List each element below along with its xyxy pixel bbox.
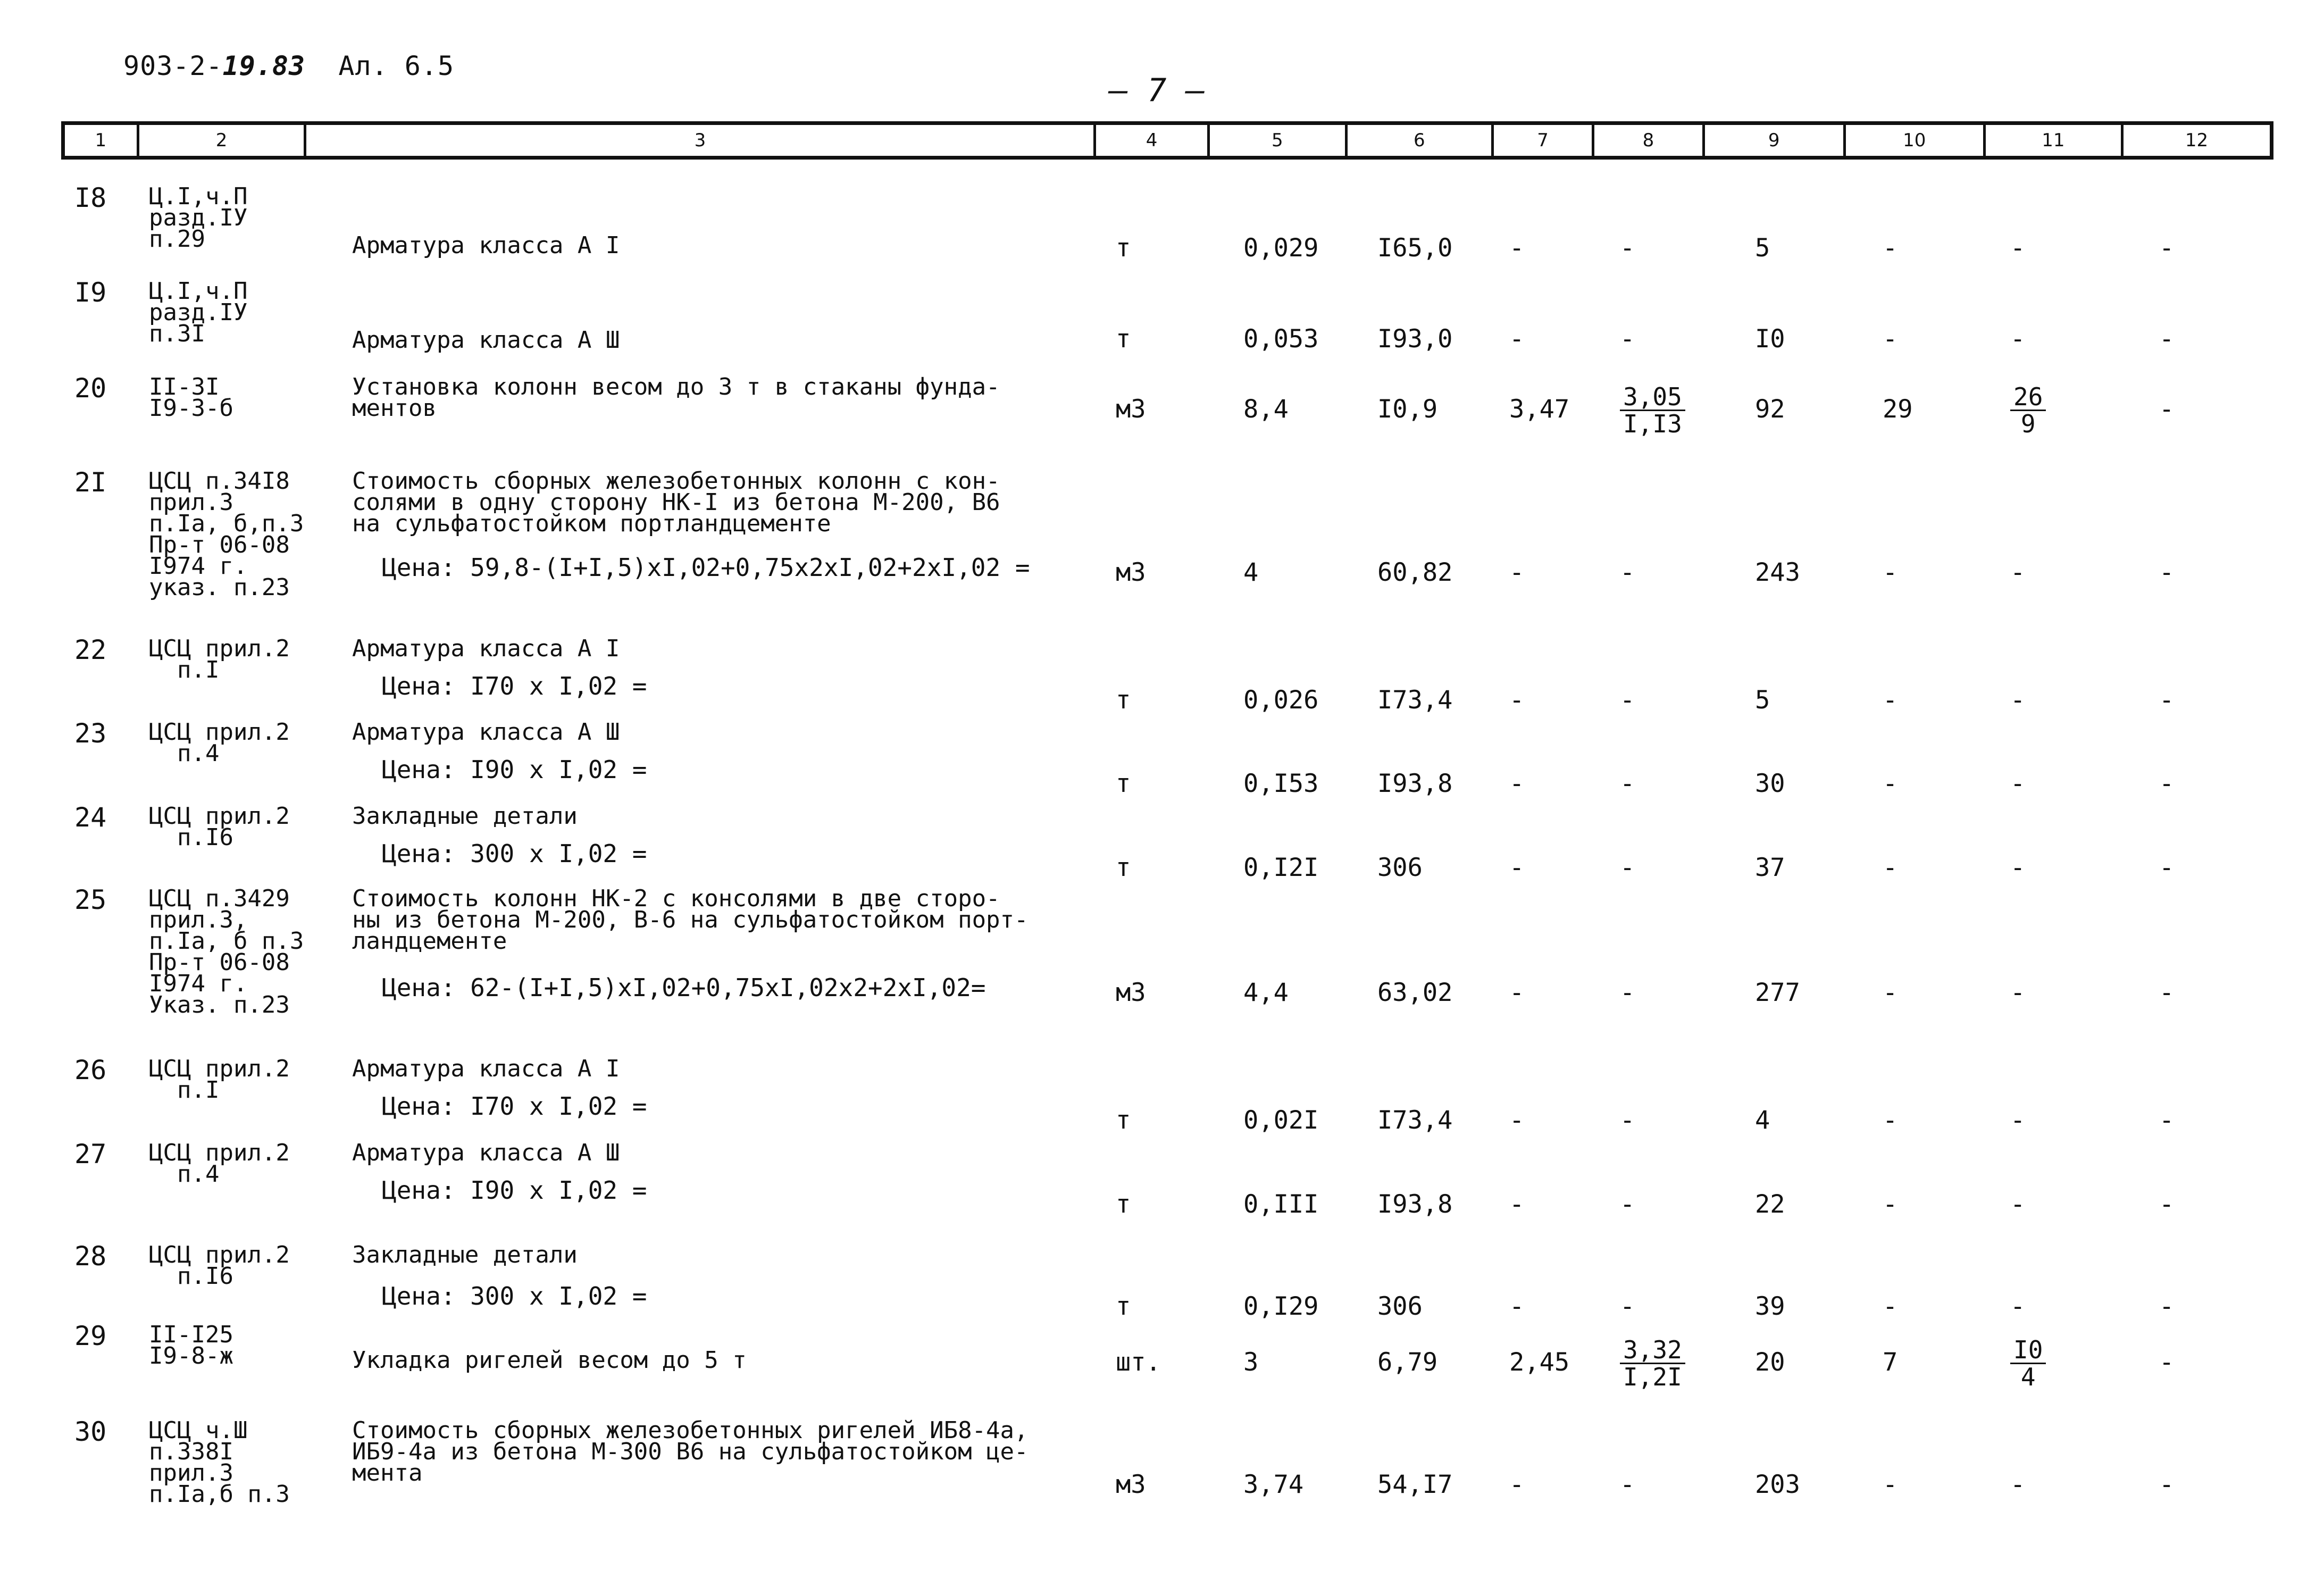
row-number: I8 <box>74 182 107 213</box>
col12-value: - <box>2159 1190 2175 1219</box>
norm-reference: ЦСЦ прил.2 п.I6 <box>149 803 290 851</box>
unit: т <box>1116 1292 1131 1321</box>
unit: м3 <box>1116 978 1146 1007</box>
column-header: 8 <box>1594 125 1704 156</box>
col8-fraction: - <box>1620 769 1635 798</box>
work-description: Арматура класса А Ш <box>352 1139 620 1166</box>
col8-fraction-numerator: 3,32 <box>1620 1337 1685 1364</box>
norm-reference: ЦСЦ п.3429 прил.3, п.Iа, б п.3 Пр-т 06-08 I974 г. Указ. п.23 <box>149 885 304 1018</box>
total-cost: 5 <box>1755 686 1770 715</box>
norm-reference: ЦСЦ прил.2 п.I <box>149 635 290 683</box>
col10-value: - <box>1883 769 1898 798</box>
col8-fraction-denominator: I,I3 <box>1623 410 1682 438</box>
work-description: Закладные детали <box>352 803 578 830</box>
row-number: 27 <box>74 1139 107 1170</box>
col12-value: - <box>2159 978 2175 1007</box>
col11-fraction: - <box>2010 978 2026 1007</box>
norm-reference: ЦСЦ прил.2 п.4 <box>149 719 290 767</box>
column-header: 10 <box>1846 125 1986 156</box>
row-number: 2I <box>74 467 107 498</box>
col10-value: - <box>1883 1190 1898 1219</box>
unit: т <box>1116 1106 1131 1135</box>
column-header: 3 <box>306 125 1096 156</box>
unit-cost: 306 <box>1377 1292 1423 1321</box>
total-cost: 4 <box>1755 1106 1770 1135</box>
quantity: 3,74 <box>1243 1470 1304 1499</box>
unit-cost: I65,0 <box>1377 233 1453 263</box>
col7-value: - <box>1509 324 1525 354</box>
norm-reference: ЦСЦ ч.Ш п.338I прил.3 п.Iа,б п.3 <box>149 1417 290 1508</box>
unit: т <box>1116 324 1131 354</box>
unit: т <box>1116 686 1131 715</box>
total-cost: 5 <box>1755 233 1770 263</box>
col8-fraction: - <box>1620 324 1635 354</box>
col12-value: - <box>2159 233 2175 263</box>
row-number: 22 <box>74 634 107 665</box>
col12-value: - <box>2159 395 2175 424</box>
col11-fraction: - <box>2010 233 2026 263</box>
price-formula: Цена: 300 х I,02 = <box>382 1282 647 1310</box>
col10-value: - <box>1883 1106 1898 1135</box>
col8-fraction <box>1620 384 1685 437</box>
col11-fraction <box>2010 384 2046 437</box>
quantity: 0,02I <box>1243 1106 1319 1135</box>
col11-fraction: - <box>2010 1292 2026 1321</box>
col11-fraction: - <box>2010 769 2026 798</box>
column-header: 5 <box>1210 125 1348 156</box>
quantity: 0,053 <box>1243 324 1319 354</box>
col11-fraction: - <box>2010 1190 2026 1219</box>
col10-value: - <box>1883 1292 1898 1321</box>
price-formula: Цена: 300 х I,02 = <box>382 839 647 868</box>
norm-reference: Ц.I,ч.П разд.IУ п.29 <box>149 183 248 253</box>
col11-fraction: - <box>2010 1106 2026 1135</box>
row-number: 20 <box>74 373 107 404</box>
column-header: 1 <box>65 125 139 156</box>
unit-cost: I93,8 <box>1377 1190 1453 1219</box>
col11-fraction: - <box>2010 686 2026 715</box>
col8-fraction: - <box>1620 233 1635 263</box>
col7-value: 3,47 <box>1509 395 1570 424</box>
col12-value: - <box>2159 1348 2175 1377</box>
col10-value: 7 <box>1883 1348 1898 1377</box>
work-description: Арматура класса А I <box>352 1055 620 1082</box>
col8-fraction: - <box>1620 558 1635 587</box>
col7-value: - <box>1509 853 1525 882</box>
col8-fraction: - <box>1620 1190 1635 1219</box>
col7-value: - <box>1509 233 1525 263</box>
price-formula: Цена: I70 х I,02 = <box>382 672 647 700</box>
column-header: 11 <box>1986 125 2124 156</box>
col8-fraction: - <box>1620 1470 1635 1499</box>
work-description: Закладные детали <box>352 1241 578 1268</box>
col11-fraction: - <box>2010 1470 2026 1499</box>
price-formula: Цена: 62-(I+I,5)хI,02+0,75хI,02х2+2хI,02= <box>382 973 986 1002</box>
unit-cost: 306 <box>1377 853 1423 882</box>
col11-fraction: - <box>2010 324 2026 354</box>
col11-fraction-denominator: 4 <box>2020 1363 2036 1391</box>
unit-cost: 63,02 <box>1377 978 1453 1007</box>
col8-fraction <box>1620 1337 1685 1390</box>
row-number: 24 <box>74 802 107 833</box>
column-header: 6 <box>1348 125 1494 156</box>
col10-value: - <box>1883 853 1898 882</box>
unit-cost: I93,0 <box>1377 324 1453 354</box>
unit: т <box>1116 769 1131 798</box>
price-formula: Цена: I70 х I,02 = <box>382 1092 647 1121</box>
col8-fraction: - <box>1620 1106 1635 1135</box>
norm-reference: Ц.I,ч.П разд.IУ п.3I <box>149 278 248 347</box>
quantity: 4,4 <box>1243 978 1289 1007</box>
col7-value: 2,45 <box>1509 1348 1570 1377</box>
col8-fraction-denominator: I,2I <box>1623 1363 1682 1391</box>
work-description: Арматура класса А I <box>352 635 620 662</box>
col7-value: - <box>1509 1470 1525 1499</box>
norm-reference: ЦСЦ прил.2 п.4 <box>149 1139 290 1188</box>
col7-value: - <box>1509 1190 1525 1219</box>
column-header: 4 <box>1096 125 1209 156</box>
col7-value: - <box>1509 1106 1525 1135</box>
unit-cost: I73,4 <box>1377 686 1453 715</box>
col11-fraction: - <box>2010 853 2026 882</box>
col11-fraction-numerator: 26 <box>2010 384 2046 411</box>
total-cost: 243 <box>1755 558 1800 587</box>
total-cost: I0 <box>1755 324 1785 354</box>
row-number: I9 <box>74 277 107 308</box>
col12-value: - <box>2159 1470 2175 1499</box>
norm-reference: ЦСЦ прил.2 п.I6 <box>149 1241 290 1290</box>
quantity: 0,I2I <box>1243 853 1319 882</box>
work-description: Арматура класса А I <box>352 232 620 259</box>
norm-reference: ЦСЦ прил.2 п.I <box>149 1055 290 1104</box>
col8-fraction-numerator: 3,05 <box>1620 384 1685 411</box>
unit-cost: I93,8 <box>1377 769 1453 798</box>
unit: м3 <box>1116 558 1146 587</box>
work-description: Укладка ригелей весом до 5 т <box>352 1347 747 1374</box>
total-cost: 20 <box>1755 1348 1785 1377</box>
col7-value: - <box>1509 978 1525 1007</box>
col10-value: - <box>1883 686 1898 715</box>
col10-value: - <box>1883 978 1898 1007</box>
work-description: Установка колонн весом до 3 т в стаканы фунда- ментов <box>352 373 1000 422</box>
col7-value: - <box>1509 558 1525 587</box>
unit: т <box>1116 233 1131 263</box>
col11-fraction-denominator: 9 <box>2020 410 2036 438</box>
unit-cost: 54,I7 <box>1377 1470 1453 1499</box>
col7-value: - <box>1509 1292 1525 1321</box>
unit-cost: 6,79 <box>1377 1348 1438 1377</box>
row-number: 25 <box>74 884 107 915</box>
col11-fraction-numerator: I0 <box>2010 1337 2046 1364</box>
col8-fraction: - <box>1620 1292 1635 1321</box>
col10-value: - <box>1883 1470 1898 1499</box>
col10-value: - <box>1883 558 1898 587</box>
unit: шт. <box>1116 1348 1161 1377</box>
quantity: 0,026 <box>1243 686 1319 715</box>
row-number: 30 <box>74 1416 107 1447</box>
unit: т <box>1116 853 1131 882</box>
total-cost: 92 <box>1755 395 1785 424</box>
col10-value: - <box>1883 233 1898 263</box>
norm-reference: II-I25 I9-8-ж <box>149 1321 233 1369</box>
row-number: 29 <box>74 1321 107 1351</box>
total-cost: 30 <box>1755 769 1785 798</box>
work-description: Стоимость сборных железобетонных ригелей ИБ8-4а, ИБ9-4а из бетона М-300 В6 на сульфатостойком це- мента <box>352 1417 1029 1487</box>
price-formula: Цена: I90 х I,02 = <box>382 755 647 784</box>
column-header: 7 <box>1494 125 1594 156</box>
quantity: 0,III <box>1243 1190 1319 1219</box>
col7-value: - <box>1509 769 1525 798</box>
unit-cost: I0,9 <box>1377 395 1438 424</box>
row-number: 28 <box>74 1241 107 1272</box>
column-header: 9 <box>1705 125 1846 156</box>
col12-value: - <box>2159 324 2175 354</box>
quantity: 0,I29 <box>1243 1292 1319 1321</box>
quantity: 0,029 <box>1243 233 1319 263</box>
quantity: 0,I53 <box>1243 769 1319 798</box>
price-formula: Цена: I90 х I,02 = <box>382 1176 647 1205</box>
col7-value: - <box>1509 686 1525 715</box>
column-header: 12 <box>2185 130 2209 151</box>
total-cost: 22 <box>1755 1190 1785 1219</box>
total-cost: 37 <box>1755 853 1785 882</box>
col8-fraction: - <box>1620 853 1635 882</box>
col11-fraction: - <box>2010 558 2026 587</box>
unit-cost: I73,4 <box>1377 1106 1453 1135</box>
col12-value: - <box>2159 769 2175 798</box>
col11-fraction <box>2010 1337 2046 1390</box>
col8-fraction: - <box>1620 686 1635 715</box>
unit: м3 <box>1116 1470 1146 1499</box>
col12-value: - <box>2159 853 2175 882</box>
quantity: 8,4 <box>1243 395 1289 424</box>
row-number: 26 <box>74 1055 107 1085</box>
work-description: Арматура класса А Ш <box>352 719 620 746</box>
quantity: 4 <box>1243 558 1259 587</box>
col8-fraction: - <box>1620 978 1635 1007</box>
col12-value: - <box>2159 558 2175 587</box>
norm-reference: ЦСЦ п.34I8 прил.3 п.Iа, б,п.3 Пр-т 06-08 I974 г. указ. п.23 <box>149 467 304 601</box>
column-header: 2 <box>139 125 307 156</box>
col12-value: - <box>2159 1292 2175 1321</box>
quantity: 3 <box>1243 1348 1259 1377</box>
work-description: Арматура класса А Ш <box>352 327 620 354</box>
col10-value: 29 <box>1883 395 1913 424</box>
total-cost: 39 <box>1755 1292 1785 1321</box>
document-code: 903-2-19.83 Ал. 6.5 <box>123 51 455 81</box>
col12-value: - <box>2159 686 2175 715</box>
col10-value: - <box>1883 324 1898 354</box>
work-description: Стоимость колонн НК-2 с консолями в две сторо- ны из бетона М-200, В-6 на сульфатостойком порт- ландцементе <box>352 885 1029 955</box>
total-cost: 203 <box>1755 1470 1800 1499</box>
unit: м3 <box>1116 395 1146 424</box>
col12-value: - <box>2159 1106 2175 1135</box>
row-number: 23 <box>74 718 107 749</box>
total-cost: 277 <box>1755 978 1800 1007</box>
unit-cost: 60,82 <box>1377 558 1453 587</box>
unit: т <box>1116 1190 1131 1219</box>
norm-reference: II-3I I9-3-б <box>149 373 233 422</box>
page-number: — 7 — <box>1109 72 1205 109</box>
work-description: Стоимость сборных железобетонных колонн с кон- солями в одну сторону НК-I из бетона М-200, В6 на сульфатостойком портландцементе <box>352 467 1000 537</box>
column-header-row <box>61 121 2273 160</box>
price-formula: Цена: 59,8-(I+I,5)хI,02+0,75х2хI,02+2хI,02 = <box>382 553 1030 582</box>
